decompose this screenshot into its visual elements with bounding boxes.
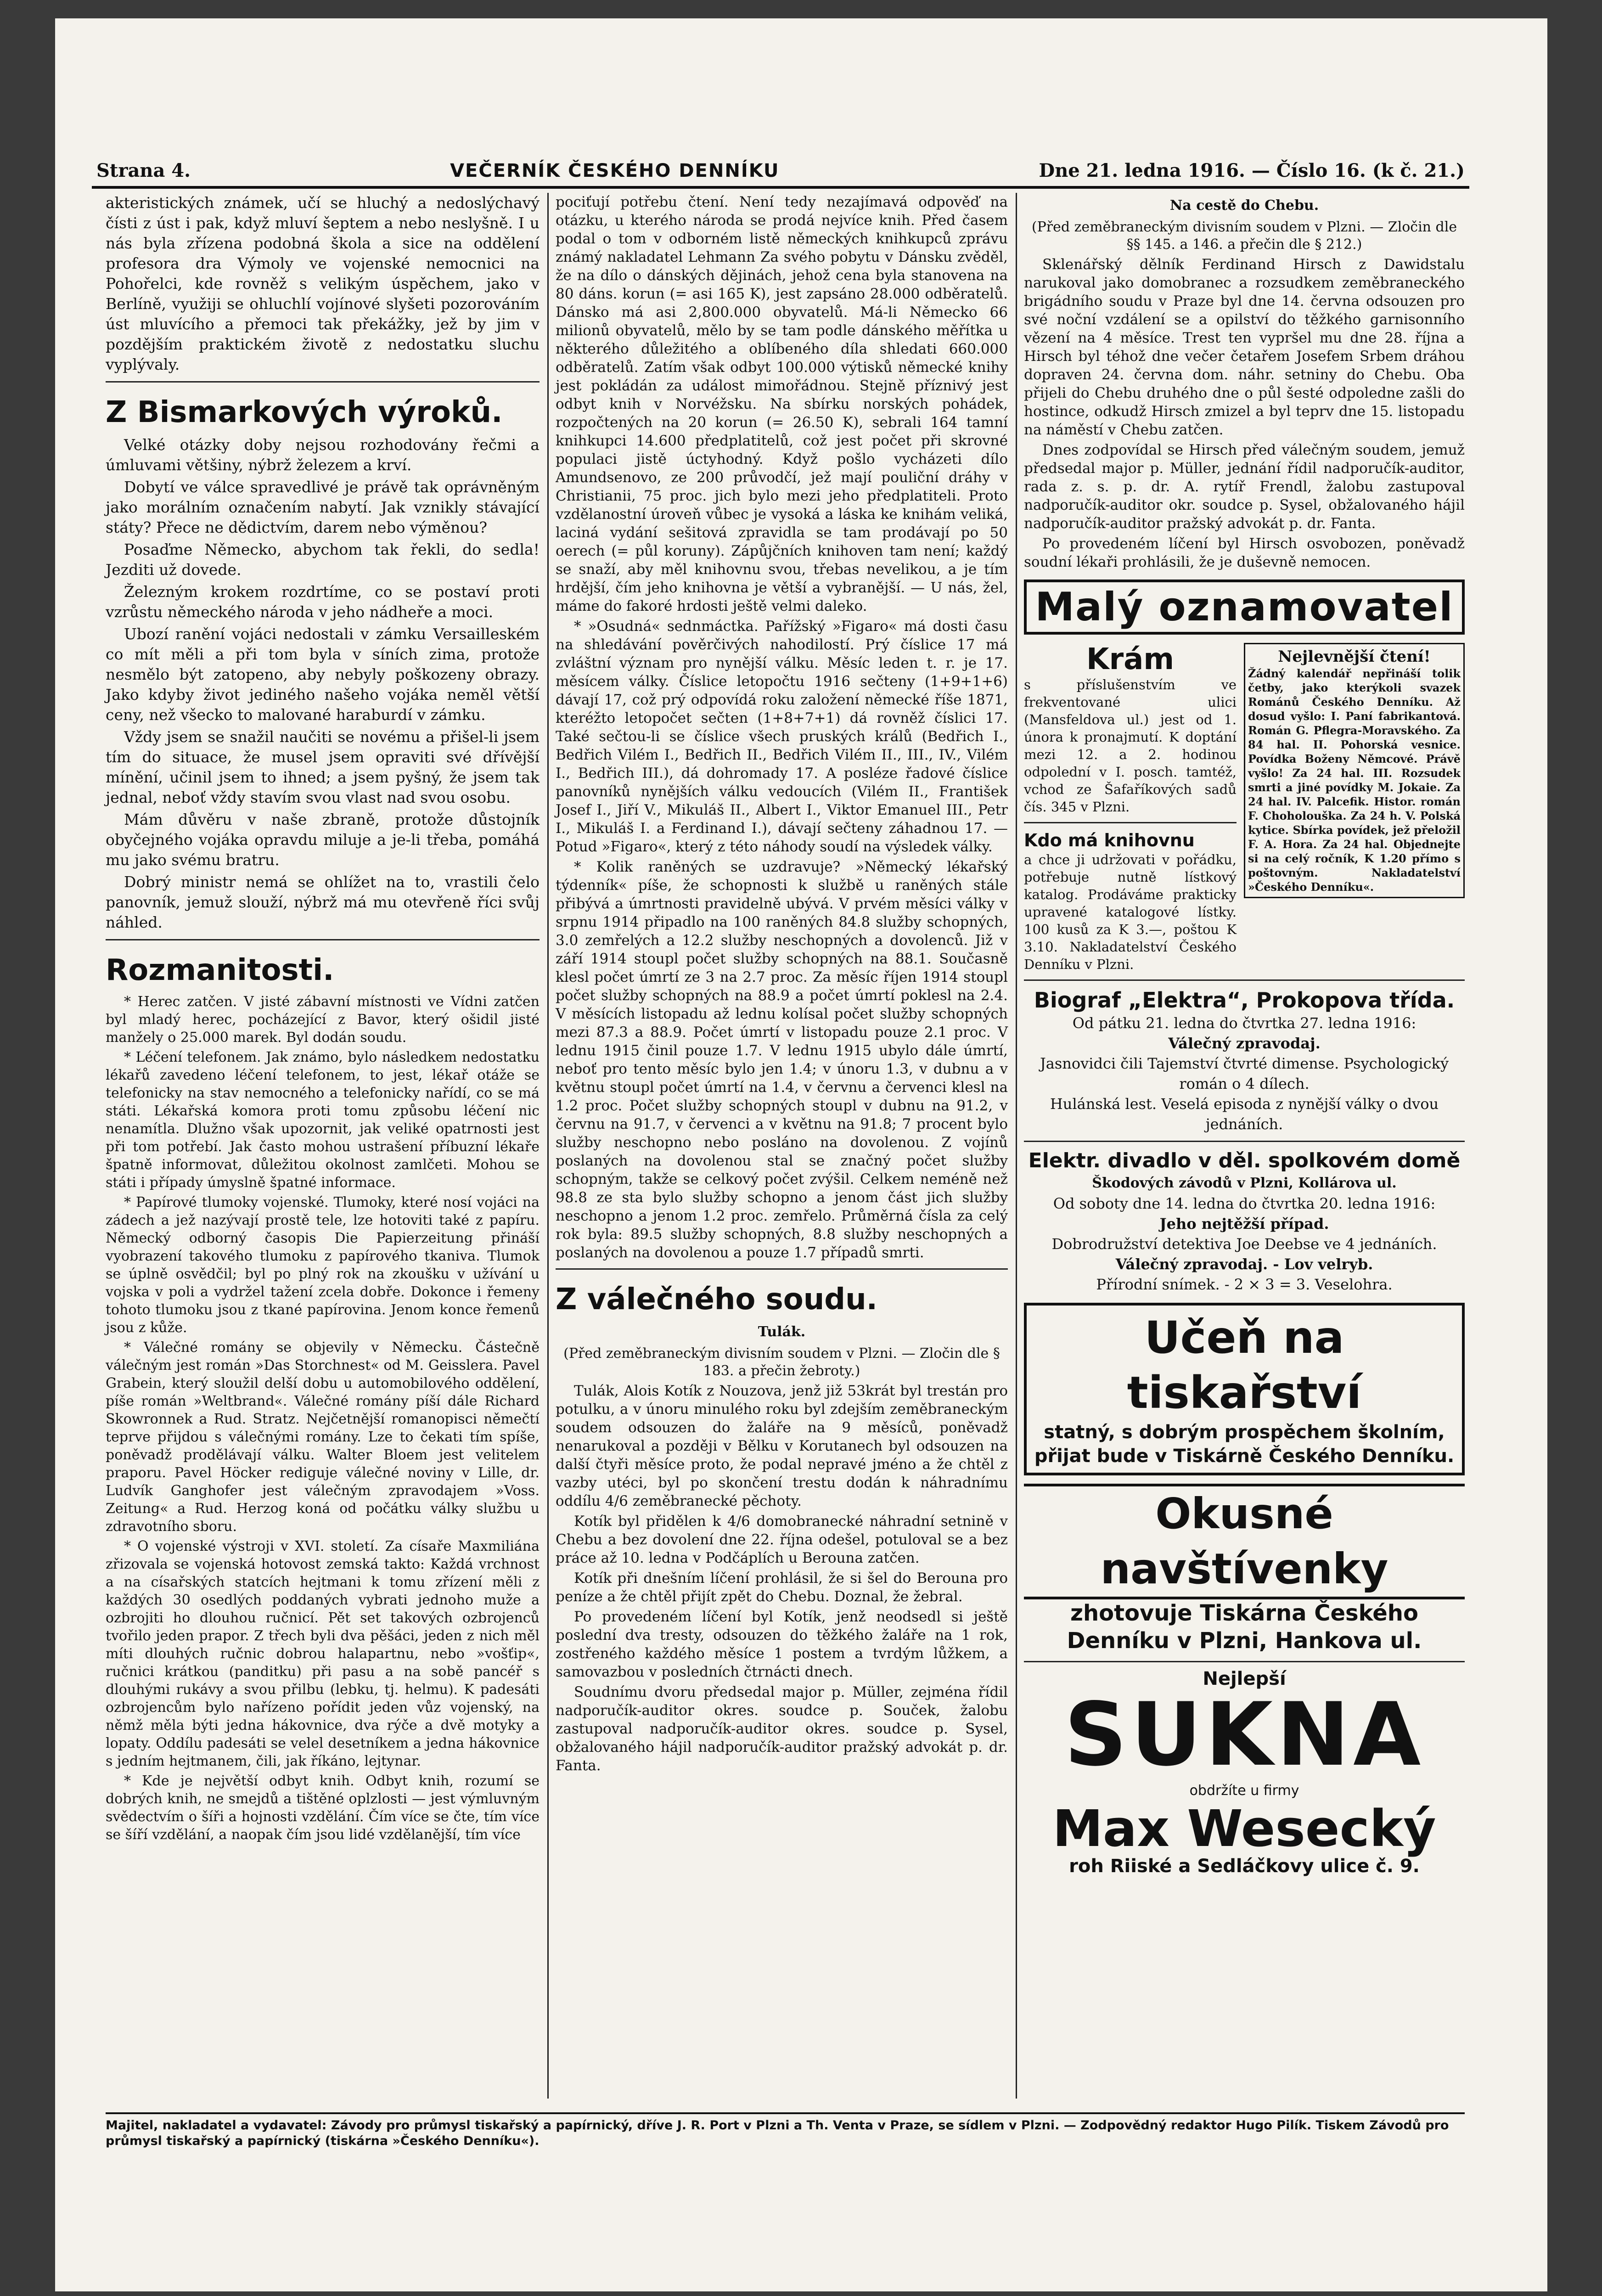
theatre-program: Válečný zpravodaj. - Lov velryb. <box>1115 1255 1373 1273</box>
ad-cloth <box>1024 1669 1465 1876</box>
ad-visiting-cards <box>1024 1484 1465 1654</box>
ad-text: obdržíte u firmy <box>1189 1783 1299 1799</box>
ad-company: Max Wesecký <box>1052 1799 1436 1858</box>
paragraph: Posaďme Německo, abychom tak řekli, do sedla! Jezditi už dovede. <box>106 540 540 579</box>
paragraph: Mám důvěru v naše zbraně, protože důstojník obyčejného vojáka opravdu miluje a je-li třeba, pomáhá mu jako svému bratru. <box>106 810 540 869</box>
cinema-program: Válečný zpravodaj. <box>1168 1035 1321 1052</box>
paragraph: pociťují potřebu čtení. Není tedy nezajímavá odpověď na otázku, u kterého národa se prodá nejvíce knih. Před časem podal o tom v odborném listě německých knihkupců zprávu známý nakladatel Lehmann Za svého pobytu v Dánsku zvěděl, že na dílo o dánských dějinách, jehož cena byla stanovena na 80 dáns. korun (= asi 165 K), jest zapsáno 28.000 odběratelů. Dánsko má asi 2,800.000 obyvatelů. Má-li Německo 66 milionů obyvatelů, mělo by se tam podle dánského měřítka u některého důležitého a oblíbeného díla shledati 660.000 odběratelů. Zatím však odbyt 100.000 výtisků německé knihy jest pokládán za událost mimořádnou. Stejně příznivý jest odbyt knih v Norvéžsku. Na sbírku norských pohádek, rozpočtených na 20 korun (= 26.50 K), sebrali 164 tamní knihkupci 14.600 předplatitelů, což jest počet při skrovné populaci jistě úctyhodný. Když pošlo vycházeti dílo Amundsenovo, ze 200 průvodčí, jež mají pouliční dráhy v Christianii, 75 proc. jich bylo mezi jeho předplatiteli. Proto vzdělanostní úroveň vůbec je vysoká a láska ke knihám veliká, laciná vydání sešitová zpravidla se tam prodávají po 50 oerech (= půl koruny). Zápůjčních knihoven tam není; každý se snaží, aby měl knihovnu svou, třebas nevelikou, a je tím hrdější, čím jeho knihovna je větší a vybranější. — U nás, žel, máme do fakoré hrdosti ještě velmi daleko. <box>556 194 1008 614</box>
divider <box>1024 979 1465 981</box>
cinema-dates: Od pátku 21. ledna do čtvrtka 27. ledna 1916: <box>1072 1014 1417 1032</box>
classifieds-banner <box>1024 580 1465 635</box>
header-rule <box>92 186 1469 189</box>
paragraph: Železným krokem rozdrtíme, co se postaví proti vzrůstu německého národa v jeho nádheře a moci. <box>106 583 540 621</box>
theatre-subtitle: Škodových závodů v Plzni, Kollárova ul. <box>1092 1175 1397 1191</box>
paragraph: Dobrý ministr nemá se ohlížet na to, vrastili čelo panovník, jemuž slouží, nýbrž má mu otevřeně říci svůj náhled. <box>106 873 540 931</box>
news-item: * Papírové tlumoky vojenské. Tlumoky, které nosí vojáci na zádech a jež nazývají prostě tele, lze hotoviti také z papíru. Německý odborný časopis Die Papierzeitung přináší vyobrazení takového tlumoku z papírového tkaniva. Tlumok se úplně osvědčil; byl po plný rok na zkoušku v užívání u vojska v poli a vydržel tažení zcela dobře. Dokonce i řemeny tohoto tlumoku jsou z tkané papírovina. Jenom konce řemenů jsou z kůže. <box>106 1194 540 1336</box>
ad-address: roh Riiské a Sedláčkovy ulice č. 9. <box>1069 1856 1420 1877</box>
ad-title: Učeň na tiskařství <box>1127 1312 1362 1418</box>
paragraph: Kotík při dnešním líčení prohlásil, že si šel do Berouna pro peníze a že chtěl přijít zpět do Chebu. Doznal, že žebral. <box>556 1570 1008 1605</box>
ad-text: zhotovuje Tiskárna Českého Denníku v Plzni, Hankova ul. <box>1067 1600 1422 1654</box>
page-header <box>96 154 1465 181</box>
divider <box>556 1268 1008 1270</box>
classified-reading <box>1244 643 1465 898</box>
case-subtitle: (Před zeměbraneckým divisním soudem v Plzni. — Zločin dle § 183. a přečin žebroty.) <box>563 1345 1000 1379</box>
classified-text: s příslušenstvím ve frekventované ulici (Mansfeldova ul.) jest od 1. února k pronajmutí. K doptání mezi 12. a 2. hodinou odpolední v I. posch. tamtéž, vchod ze Šafaříkových sadů čís. 345 v Plzni. <box>1024 677 1237 815</box>
news-item: * O vojenské výstroji v XVI. století. Za císaře Maxmiliána zřizovala se vojenská hotovost zemská takto: Každá vrchnost a na císařských statcích hejtmani k tomu zřízení měli z každých 30 osedlých poddaných vybrati jednoho muže a ozbrojiti ho dlouhou ručnicí. Pět set takových ozbrojenců tvořilo jeden prapor. Z třech byli dva pěšáci, jeden z nich měl míti dlouhých ručnic dobrou halapartnu, nebo »vošťip«, ručnici krátkou (panditku) při pasu a na sobě pancéř s dlouhými rukávy a svou přilbu (lebku, tj. helmu). K padesáti ozbrojencům bylo nařízeno pořídit jeden vůz vojenský, na němž měla býti jedna hákovnice, dva rýče a dvě motyky a lopaty. Oddílu padesáti se velel desetníkem a jedna hákovnice s jedním hejtmanem, čili, jak říkáno, lejtynar. <box>106 1538 540 1769</box>
issue-date: Dne 21. ledna 1916. — Číslo 16. (k č. 21.) <box>1039 160 1465 181</box>
classified-title: Kdo má knihovnu <box>1024 830 1195 850</box>
theatre-program: Dobrodružství detektiva Joe Deebse ve 4 jednáních. <box>1051 1235 1437 1253</box>
section-title-bismarck: Z Bismarkových výroků. <box>106 395 503 429</box>
paragraph: Dobytí ve válce spravedlivé je právě tak oprávněným jako morálním označením nabytí. Jak vznikly stávající státy? Přece ne dědictvím, darem nebo výměnou? <box>106 478 540 536</box>
column-3 <box>1024 193 1465 1876</box>
paragraph: Vždy jsem se snažil naučiti se novému a přišel-li jsem tím do situace, že musel jsem opraviti své dřívější mínění, učinil jsem to ihned; a jsem pyšný, že jsem tak jednal, neboť vždy stavím svou vlast nad svou osobu. <box>106 728 540 806</box>
paragraph: Kotík byl přidělen k 4/6 domobranecké náhradní setnině v Chebu a bez dovolení dne 22. října odešel, potuloval se a bez práce až 10. ledna v Podčáplích u Berouna zatčen. <box>556 1513 1008 1566</box>
divider <box>1024 822 1237 823</box>
cinema-title: Biograf „Elektra“, Prokopova třída. <box>1034 988 1455 1013</box>
divider <box>1024 1141 1465 1142</box>
paragraph: Po provedeném líčení byl Kotík, jenž neodsedl si ještě poslední dva tresty, odsouzen do těžkého žaláře na 1 rok, zostřeného každého měsíce 1 postem a tvrdým lůžkem, a samovazbou v posledních čtrnácti dnech. <box>556 1609 1008 1680</box>
column-divider <box>547 193 549 2099</box>
ad-title: Okusné navštívenky <box>1024 1484 1465 1599</box>
divider <box>1024 1661 1465 1662</box>
column-2 <box>556 193 1008 1777</box>
paragraph: Velké otázky doby nejsou rozhodovány řečmi a úmluvami většiny, nýbrž železem a krví. <box>106 436 540 474</box>
column-1 <box>106 193 540 1846</box>
divider <box>106 939 540 940</box>
news-item: * »Osudná« sednmáctka. Pařížský »Figaro« má dosti času na shledávání pověrčivých nahodilostí. Prý číslice 17 má zvláštní význam pro nynější válku. Měsíc leden t. r. je 17. měsícem války. Číslice letopočtu 1916 sečteny (1+9+1+6) dávají 17, což prý odpovídá roku založení německé říše 1871, kteréžto letopočet sečten (1+8+7+1) dá rovněž číslici 17. Také sečtou-li se číslice všech pruských králů (Bedřich I., Bedřich Vilém I., Bedřich II., Bedřich Vilém II., III., IV., Vilém I., Bedřich III.), dá dohromady 17. A posléze řadové číslice panovníků nynějších válku vedoucích (Vilém II., František Josef I., Jiří V., Mikuláš II., Albert I., Viktor Emanuel III., Petr I., Mikuláš I. a Ferdinand I.), dávají sečteny záhadnou 17. — Potud »Figaro«, který z této náhody soudí na výsledek války. <box>556 618 1008 855</box>
ad-pretitle: Nejlepší <box>1203 1668 1286 1689</box>
cinema-program: Jasnovidci čili Tajemství čtvrté dimense. Psychologický román o 4 dílech. <box>1040 1055 1449 1092</box>
news-item: * Válečné romány se objevily v Německu. Částečně válečným jest román »Das Storchnest« od M. Geisslera. Pavel Grabein, který sloužil delší dobu u automobilového oddělení, píše román »Weltbrand«. Válečné romány píší dále Richard Skowronnek a Rud. Stratz. Nejčetnější romanopisci němečtí teprve přijdou s válečnými romány. Lze to čekati tím spíše, poněvadž prodělávají válku. Walter Bloem jest velitelem praporu. Pavel Höcker rediguje válečné noviny v Lille, dr. Ludvík Ganghofer jest válečným zpravodajem »Voss. Zeitung« a Rud. Herzog koná od počátku války službu u zdravotního sboru. <box>106 1339 540 1535</box>
case-title: Na cestě do Chebu. <box>1169 197 1319 214</box>
section-title-court: Z válečného soudu. <box>556 1283 877 1317</box>
theatre-program: Přírodní snímek. - 2 × 3 = 3. Veselohra. <box>1096 1276 1393 1293</box>
theatre-title: Elektr. divadlo v děl. spolkovém domě <box>1028 1149 1461 1172</box>
news-item: * Herec zatčen. V jisté zábavní místnosti ve Vídni zatčen byl mladý herec, pocházející z Bavor, který ošidil jisté manžely o 25.000 marek. Byl dodán soudu. <box>106 994 540 1046</box>
paragraph: Po provedeném líčení byl Hirsch osvobozen, poněvadž soudní lékaři prohlásili, že je duševně nemocen. <box>1024 535 1465 570</box>
theatre-dates: Od soboty dne 14. ledna do čtvrtka 20. ledna 1916: <box>1053 1195 1436 1212</box>
ad-title: SUKNA <box>1064 1684 1425 1785</box>
theatre-program: Jeho nejtěžší případ. <box>1159 1215 1329 1232</box>
classified-shop <box>1024 643 1237 973</box>
classified-text: a chce ji udržovati v pořádku, potřebuje nutně lístkový katalog. Prodáváme prakticky upravené katalogové lístky. 100 kusů za K 3.—, poštou K 3.10. Nakladatelství Českého Denníku v Plzni. <box>1024 852 1237 972</box>
divider <box>106 381 540 383</box>
section-title-miscellany: Rozmanitosti. <box>106 953 334 987</box>
paragraph: Tulák, Alois Kotík z Nouzova, jenž již 53krát byl trestán pro potulku, a v únoru minulého roku byl zdejším zeměbraneckým soudem odsouzen do žaláře na 9 měsíců, poněvadž nenarukoval a později v Bělku v Korutanech byl odsouzen na další čtyři měsíce proto, že podal nepravé jméno a že chtěl z vazby utéci, byl po skončení trestu dodán k náhradnímu oddílu 4/6 zeměbranecké pěchoty. <box>556 1383 1008 1509</box>
newspaper-title: VEČERNÍK ČESKÉHO DENNÍKU <box>450 160 780 181</box>
paragraph: Sklenářský dělník Ferdinand Hirsch z Dawidstalu narukoval jako domobranec a rozsudkem zeměbraneckého brigádního soudu v Praze byl dne 14. června odsouzen pro své noční vzdálení se a opilství do těžkého garnisonního vězení na 4 měsíce. Trest ten vypršel mu dne 28. října a Hirsch byl téhož dne večer četařem Josefem Srbem dráhou dopraven 24. června dom. náhr. setniny do Chebu. Oba přijeli do Chebu druhého dne o půl šesté odpoledne zašli do hostince, odkudž Hirsch zmizel a byl teprv dne 15. listopadu na náměstí v Chebu zatčen. <box>1024 256 1465 438</box>
paragraph: Dnes zodpovídal se Hirsch před válečným soudem, jemuž předsedal major p. Müller, jednání řídil nadporučík-auditor, rada z. s. p. dr. A. rytíř Frendl, žalobu zastupoval nadporučík-auditor okr. soudce p. Sysel, obžalovaného hájil nadporučík-auditor pražský advokát p. dr. Fanta. <box>1024 442 1465 532</box>
column-divider <box>1016 193 1017 2099</box>
case-subtitle: (Před zeměbraneckým divisním soudem v Plzni. — Zločin dle §§ 145. a 146. a přečin dle § 212.) <box>1031 219 1457 253</box>
news-item: * Kolik raněných se uzdravuje? »Německý lékařský týdenník« píše, že schopnosti k službě u raněných stále přibývá a úmrtnosti pravidelně ubývá. V prvém měsíci války v srpnu 1914 připadlo na 100 raněných 84.8 služby schopných, 3.0 zemřelých a 12.2 služby neschopných a dovolenců. Již v září 1914 stoupl počet služby schopných na 88.1. Současně klesl počet úmrtí ze 3 na 2.7 proc. Za měsíc říjen 1914 stoupl počet služby schopných na 88.9 a počet úmrtí poklesl na 2.4. V měsících listopadu až lednu kolísal počet služby schopných mezi 87.3 a 88.9. Počet úmrtí v listopadu pouze 2.1 proc. V lednu 1915 činil pouze 1.7. V lednu 1915 ubylo dále úmrtí, neboť pro tento měsíc bylo jen 1.4; v únoru 1.3, v dubnu a v květnu stoupl počet úmrtí na 1.4, v červnu a červenci klesl na 1.2 proc. Počet služby schopných stoupl v dubnu na 91.2, v červnu na 91.7, v červenci a v květnu na 91.8; 7 procent bylo služby neschopno nebo posláno na dovolenou. Z vojínů poslaných na dovolenou stal se značný počet služby schopným, takže se celkový počet zvýšil. Celkem neméně než 98.8 ze sta bylo služby schopno a jenom část jich služby neschopno a jenom 1.2 proc. zemřelo. Průměrná čísla za celý rok byla: 89.5 služby schopných, 8.8 služby neschopných a poslaných na dovolenou a pouze 1.7 případů smrti. <box>556 859 1008 1261</box>
classifieds-title: Malý oznamovatel <box>1035 584 1454 630</box>
page-number: Strana 4. <box>96 160 191 181</box>
ad-text: statný, s dobrým prospěchem školním, přijat bude v Tiskárně Českého Denníku. <box>1034 1422 1455 1467</box>
classified-text: Žádný kalendář nepřináší tolik četby, jako kterýkoli svazek Románů Českého Denníku. Až dosud vyšlo: I. Paní fabrikantová. Román G. Pflegra-Moravského. Za 84 hal. II. Pohorská vesnice. Povídka Boženy Němcové. Právě vyšlo! Za 24 hal. III. Rozsudek smrti a jiné povídky M. Jokaie. Za 24 hal. IV. Palcefik. Histor. román F. Choholouška. Za 24 h. V. Polská kytice. Sbírka povídek, jež přeložil F. A. Hora. Za 24 hal. Objednejte si na celý ročník, K 1.20 přímo s poštovným. Nakladatelství »Českého Denníku«. <box>1248 667 1461 894</box>
article-intro: akteristických známek, učí se hluchý a nedoslýchavý čísti z úst i pak, když mluví šeptem a nebo neslyšně. I u nás byla zřízena podobná škola a sice na oddělení profesora dra Výmoly ve vojenské nemocnici na Pohořelci, kde rovněž s velikým úspěchem, jako v Berlíně, využiji se ohluchlí vojínové slyšeti pozorováním úst mluvícího a přemoci tak překážky, jež by jim v pozdějším praktickém životě z nedostatku sluchu vyplývaly. <box>106 194 540 373</box>
classifieds <box>1024 643 1465 973</box>
news-item: * Léčení telefonem. Jak známo, bylo následkem nedostatku lékařů zavedeno léčení telefonem, to jest, lékař otáže se telefonicky na stav nemocného a telefonicky nařídí, co se má státi. Lékařská komora proti tomu způsobu léčení nic nenamítla. Dlužno však upozornit, jak veliké opatrnosti jest při tom potřebí. Jak často mohou ustrašení příbuzní lékaře špatně informovat, důležitou okolnost zamlčeti. Mohou se státi i případy úmyslně špatné informace. <box>106 1049 540 1191</box>
classified-title: Krám <box>1086 642 1175 676</box>
cinema-program: Hulánská lest. Veselá episoda z nynější války o dvou jednáních. <box>1050 1095 1439 1133</box>
paragraph: Ubozí ranění vojáci nedostali v zámku Versailleském co mít měli a při tom byla v síních zima, protože nesmělo být zatopeno, aby nebyly poškozeny obrazy. Jako kdyby život jediného našeho vojáka neměl větší ceny, než všecko to malované haraburdí v zámku. <box>106 625 540 724</box>
classified-title: Nejlevnější čtení! <box>1278 647 1431 666</box>
ad-apprentice <box>1024 1303 1465 1475</box>
paragraph: Soudnímu dvoru předsedal major p. Müller, zejména řídil nadporučík-auditor okres. soudce p. Souček, žalobu zastupoval nadporučík-auditor okres. soudce p. Sysel, obžalovaného hájil nadporučík-auditor pražský advokát p. dr. Fanta. <box>556 1684 1008 1774</box>
imprint-footer: Majitel, nakladatel a vydavatel: Závody pro průmysl tiskařský a papírnický, dříve J. R. Port v Plzni a Th. Venta v Praze, se sídlem v Plzni. — Zodpovědný redaktor Hugo Pilík. Tiskem Závodů pro průmysl tiskařský a papírnický (tiskárna »Českého Denníku«). <box>106 2112 1465 2149</box>
case-title: Tulák. <box>758 1324 806 1340</box>
news-item: * Kde je největší odbyt knih. Odbyt knih, rozumí se dobrých knih, ne smejdů a tištěné oplzlosti — jest výmluvným svědectvím o šíři a hojnosti vzdělání. Čím více se čte, tím více se šíří vzdělání, a naopak čím jsou lidé vzdělanější, tím více <box>106 1773 540 1843</box>
